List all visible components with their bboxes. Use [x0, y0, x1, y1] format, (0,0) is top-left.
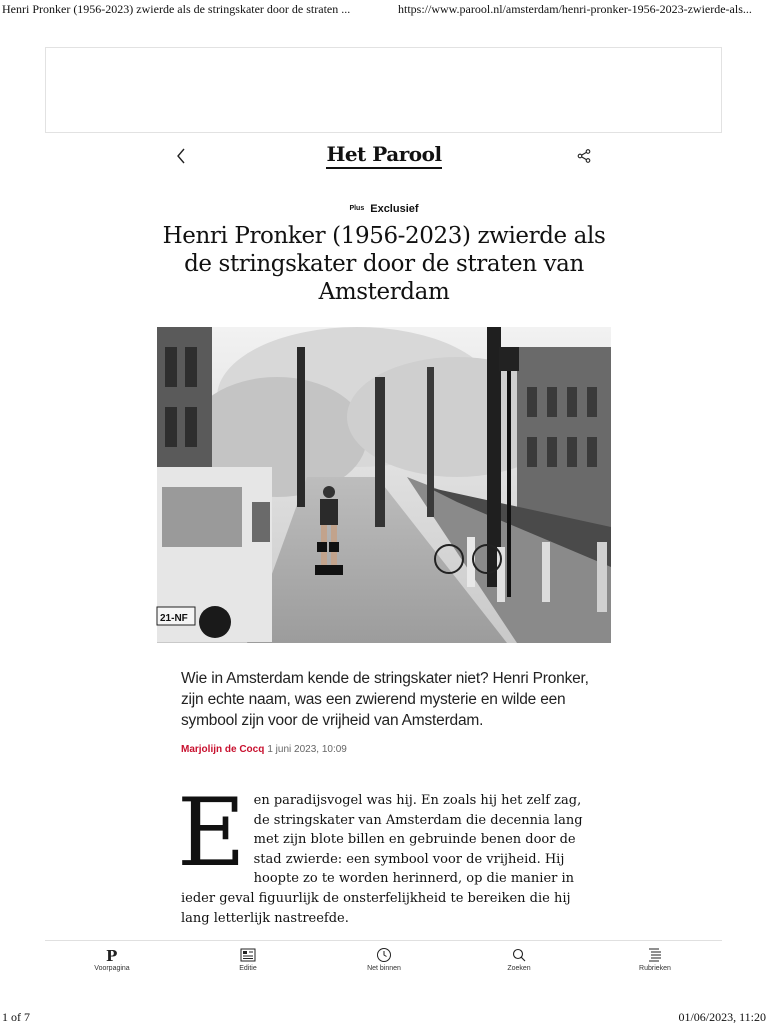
author-link[interactable]: Marjolijn de Cocq	[181, 744, 265, 755]
nav-label: Voorpagina	[94, 965, 130, 972]
article-photo	[157, 327, 611, 643]
print-page-url: https://www.parool.nl/amsterdam/henri-pronker-1956-2023-zwierde-als...	[398, 2, 752, 16]
article-body	[177, 779, 591, 941]
plus-badge: Plus	[349, 205, 365, 212]
nav-zoeken[interactable]	[479, 946, 559, 972]
nav-label: Editie	[239, 965, 257, 972]
article-headline: Henri Pronker (1956-2023) zwierde als de stringskater door de straten van Amsterdam	[162, 223, 606, 305]
ad-placeholder	[45, 47, 722, 133]
drop-cap: E	[177, 779, 246, 888]
share-icon	[576, 148, 592, 164]
clock-icon	[376, 947, 392, 963]
nav-net-binnen[interactable]	[344, 946, 424, 972]
nav-label: Net binnen	[367, 965, 401, 972]
list-icon	[647, 947, 663, 963]
print-page-title: Henri Pronker (1956-2023) zwierde als de stringskater door de straten ...	[2, 2, 351, 16]
print-page-number: 1 of 7	[2, 1010, 30, 1024]
bottom-navigation	[45, 940, 722, 980]
nav-voorpagina[interactable]	[72, 946, 152, 972]
site-logo[interactable]	[0, 142, 768, 166]
print-datetime: 01/06/2023, 11:20	[678, 1010, 766, 1024]
article-label	[0, 199, 768, 217]
publish-date: 1 juni 2023, 10:09	[267, 744, 347, 755]
article-intro: Wie in Amsterdam kende de stringskater niet? Henri Pronker, zijn echte naam, was een zwierend mysterie en wilde een symbool zijn voor de vrijheid van Amsterdam.	[181, 670, 589, 729]
logo-text: Het Parool	[326, 142, 441, 169]
newspaper-icon	[240, 948, 256, 962]
nav-label: Zoeken	[507, 965, 531, 972]
parool-p-icon	[105, 947, 119, 963]
top-bar	[0, 140, 768, 172]
nav-editie[interactable]	[208, 946, 288, 972]
paragraph-text: en paradijsvogel was hij. En zoals hij het zelf zag, de stringskater van Amsterdam die decennia lang met zijn blote billen en gebruinde benen door de stad zwierde: een symbool voor de vrijheid. Hij hoopte zo te worden herinnerd, op die manier in ieder geval figuurlijk de onsterfelijkheid te bereiken die hij lang letterlijk nastreefde.	[181, 793, 583, 926]
nav-label: Rubrieken	[639, 965, 671, 972]
svg-text:P: P	[106, 947, 118, 965]
print-footer	[0, 1008, 768, 1024]
exclusive-label: Exclusief	[370, 203, 419, 215]
nav-rubrieken[interactable]	[615, 946, 695, 972]
share-button[interactable]	[576, 148, 592, 164]
print-header	[0, 0, 768, 18]
search-icon	[512, 948, 526, 962]
byline	[181, 744, 347, 755]
body-paragraph	[177, 779, 591, 928]
license-plate-text: 21-NF	[160, 613, 188, 624]
